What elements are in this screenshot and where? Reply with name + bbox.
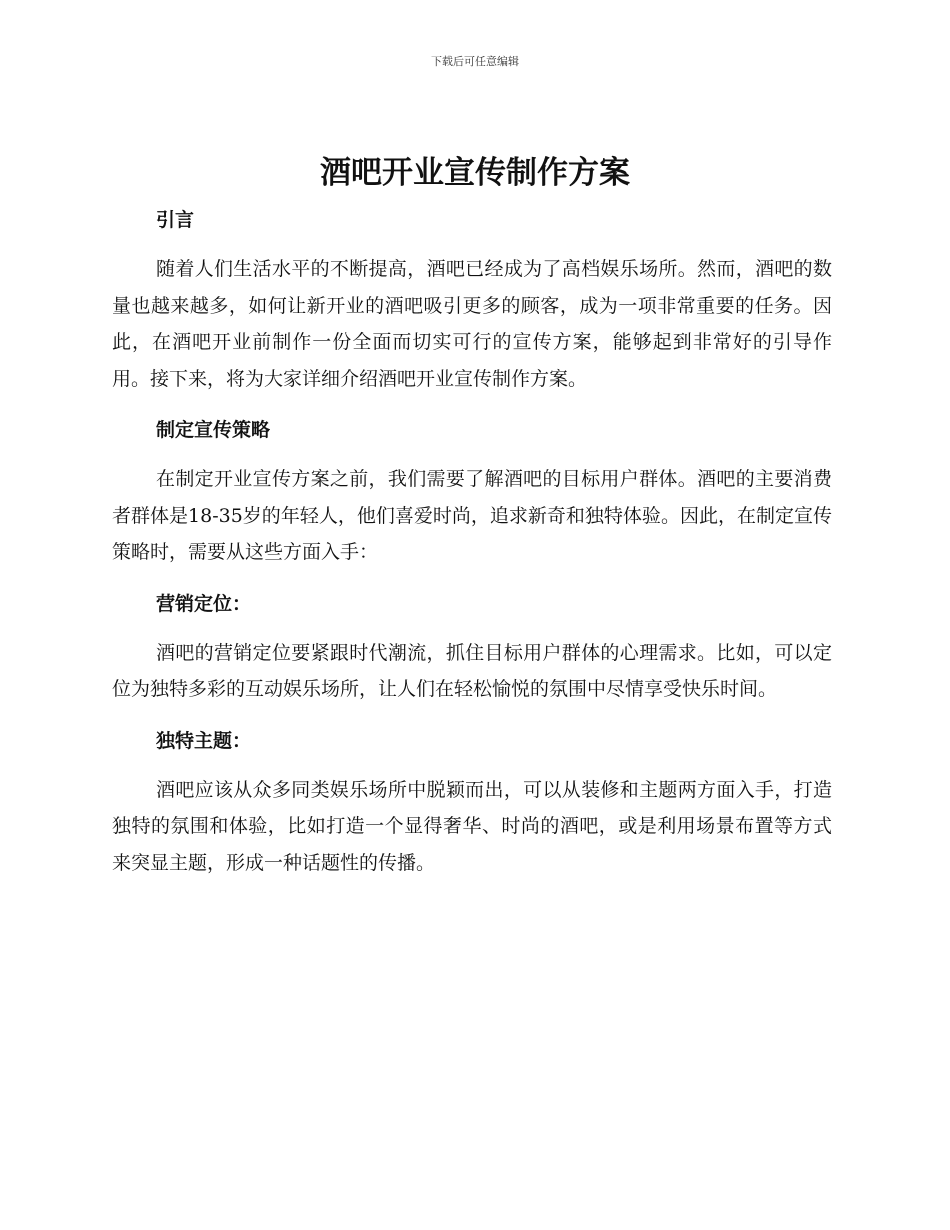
section-heading-positioning: 营销定位： [156,592,252,615]
section-heading-strategy: 制定宣传策略 [156,419,271,441]
document-title: 酒吧开业宣传制作方案 [320,155,630,191]
section-heading-theme: 独特主题： [156,729,252,752]
paragraph-positioning: 酒吧的营销定位要紧跟时代潮流，抓住目标用户群体的心理需求。比如，可以定位为独特多彩的互动娱乐场所，让人们在轻松愉悦的氛围中尽情享受快乐时间。 [112,641,832,700]
paragraph-theme: 酒吧应该从众多同类娱乐场所中脱颖而出，可以从装修和主题两方面入手，打造独特的氛围和体验，比如打造一个显得奢华、时尚的酒吧，或是利用场景布置等方式来突显主题，形成一种话题性的传播。 [112,778,832,874]
section-heading-intro: 引言 [156,209,195,231]
running-header: 下载后可任意编辑 [431,55,519,68]
paragraph-intro: 随着人们生活水平的不断提高，酒吧已经成为了高档娱乐场所。然而，酒吧的数量也越来越多，如何让新开业的酒吧吸引更多的顾客，成为一项非常重要的任务。因此，在酒吧开业前制作一份全面而切实可行的宣传方案，能够起到非常好的引导作用。接下来，将为大家详细介绍酒吧开业宣传制作方案。 [112,258,832,390]
document-body [112,200,832,881]
paragraph-strategy: 在制定开业宣传方案之前，我们需要了解酒吧的目标用户群体。酒吧的主要消费者群体是18-35岁的年轻人，他们喜爱时尚，追求新奇和独特体验。因此，在制定宣传策略时，需要从这些方面入手： [112,468,832,563]
